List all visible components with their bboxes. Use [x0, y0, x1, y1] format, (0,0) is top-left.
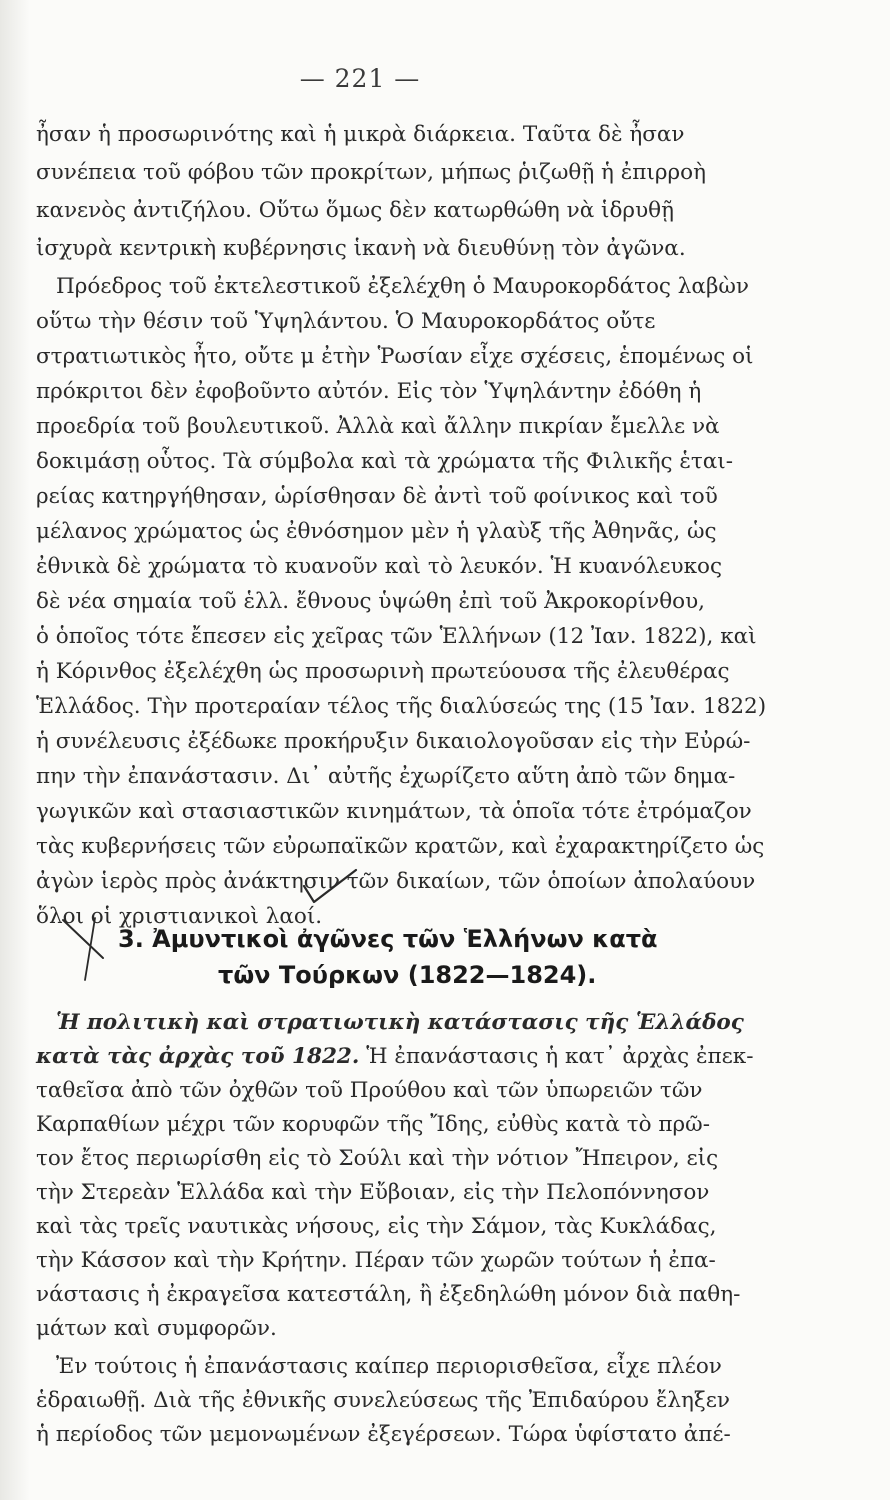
text-line: ἡ Κόρινθος ἐξελέχθη ὡς προσωρινὴ πρωτεύουσα τῆς ἐλευθέρας	[36, 659, 730, 684]
text-line: νάστασις ἡ ἐκραγεῖσα κατεστάλη, ἢ ἐξεδηλώθη μόνον διὰ παθη-	[36, 1282, 741, 1307]
text-line: οὕτω τὴν θέσιν τοῦ Ὑψηλάντου. Ὁ Μαυροκορδάτος οὔτε	[36, 309, 656, 334]
handwritten-checkmark-icon	[300, 868, 360, 908]
handwritten-cross-mark-icon	[55, 910, 115, 990]
text-line: ἐθνικὰ δὲ χρώματα τὸ κυανοῦν καὶ τὸ λευκόν. Ἡ κυανόλευκος	[36, 554, 723, 579]
text-line: ἰσχυρὰ κεντρικὴ κυβέρνησις ἱκανὴ νὰ διευθύνῃ τὸν ἀγῶνα.	[36, 236, 686, 261]
section-heading-line-2: τῶν Τούρκων (1822—1824).	[218, 961, 597, 989]
text-line: τὰς κυβερνήσεις τῶν εὐρωπαϊκῶν κρατῶν, καὶ ἐχαρακτηρίζετο ὡς	[36, 834, 765, 859]
text-line: Πρόεδρος τοῦ ἐκτελεστικοῦ ἐξελέχθη ὁ Μαυροκορδάτος λαβὼν	[56, 274, 749, 299]
text-span: Ἡ ἐπανάστασις ἡ κατ᾽ ἀρχὰς ἐπεκ-	[366, 1044, 754, 1069]
text-line: Ἐν τούτοις ἡ ἐπανάστασις καίπερ περιορισθεῖσα, εἶχε πλέον	[56, 1354, 722, 1379]
page-margin-shadow	[0, 0, 30, 1500]
text-line: ἡ συνέλευσις ἐξέδωκε προκήρυξιν δικαιολογοῦσαν εἰς τὴν Εὐρώ-	[36, 729, 751, 754]
text-line: πην τὴν ἐπανάστασιν. Δι᾽ αὐτῆς ἐχωρίζετο αὕτη ἀπὸ τῶν δημα-	[36, 764, 736, 789]
text-line: ρείας κατηργήθησαν, ὡρίσθησαν δὲ ἀντὶ τοῦ φοίνικος καὶ τοῦ	[36, 484, 718, 509]
text-line: δὲ νέα σημαία τοῦ ἑλλ. ἔθνους ὑψώθη ἐπὶ τοῦ Ἀκροκορίνθου,	[36, 589, 706, 614]
text-line: γωγικῶν καὶ στασιαστικῶν κινημάτων, τὰ ὁποῖα τότε ἐτρόμαζον	[36, 799, 752, 824]
text-line: τον ἔτος περιωρίσθη εἰς τὸ Σούλι καὶ τὴν νότιον Ἤπειρον, εἰς	[36, 1146, 719, 1171]
page-number: — 221 —	[299, 64, 421, 93]
text-line: ὁ ὁποῖος τότε ἔπεσεν εἰς χεῖρας τῶν Ἑλλήνων (12 Ἰαν. 1822), καὶ	[36, 624, 757, 649]
text-line: πρόκριτοι δὲν ἐφοβοῦντο αὐτόν. Εἰς τὸν Ὑψηλάντην ἐδόθη ἡ	[36, 379, 702, 404]
text-line: συνέπεια τοῦ φόβου τῶν προκρίτων, μήπως ῥιζωθῇ ἡ ἐπιρροὴ	[36, 160, 706, 185]
text-line: Ἑλλάδος. Τὴν προτεραίαν τέλος τῆς διαλύσεώς της (15 Ἰαν. 1822)	[36, 694, 767, 719]
text-line: τὴν Κάσσον καὶ τὴν Κρήτην. Πέραν τῶν χωρῶν τούτων ἡ ἐπα-	[36, 1248, 716, 1273]
text-line: ἀγὼν ἱερὸς πρὸς ἀνάκτησιν τῶν δικαίων, τῶν ὁποίων ἀπολαύουν	[36, 869, 756, 894]
text-line: ἑδραιωθῇ. Διὰ τῆς ἐθνικῆς συνελεύσεως τῆς Ἐπιδαύρου ἔληξεν	[36, 1388, 730, 1413]
text-line: μέλανος χρώματος ὡς ἐθνόσημον μὲν ἡ γλαὺξ τῆς Ἀθηνᾶς, ὡς	[36, 519, 717, 544]
subsection-lead-cont: κατὰ τὰς ἀρχὰς τοῦ 1822.	[36, 1044, 360, 1069]
text-line: στρατιωτικὸς ἦτο, οὔτε μ ἐτὴν Ῥωσίαν εἶχε σχέσεις, ἑπομένως οἱ	[36, 344, 754, 369]
text-line: τὴν Στερεὰν Ἑλλάδα καὶ τὴν Εὔβοιαν, εἰς τὴν Πελοπόννησον	[36, 1180, 710, 1205]
text-line: ὅλοι οἱ χριστιανικοὶ λαοί.	[36, 904, 323, 929]
text-line: κανενὸς ἀντιζήλου. Οὕτω ὅμως δὲν κατωρθώθη νὰ ἱδρυθῇ	[36, 198, 674, 223]
text-line: ταθεῖσα ἀπὸ τῶν ὀχθῶν τοῦ Προύθου καὶ τῶν ὑπωρειῶν τῶν	[36, 1078, 703, 1103]
text-line: προεδρία τοῦ βουλευτικοῦ. Ἀλλὰ καὶ ἄλλην πικρίαν ἔμελλε νὰ	[36, 414, 720, 439]
text-line: καὶ τὰς τρεῖς ναυτικὰς νήσους, εἰς τὴν Σάμον, τὰς Κυκλάδας,	[36, 1214, 717, 1239]
text-line: ἦσαν ἡ προσωρινότης καὶ ἡ μικρὰ διάρκεια. Ταῦτα δὲ ἦσαν	[36, 122, 685, 147]
section-heading-line-1: 3. Ἀμυντικοὶ ἀγῶνες τῶν Ἑλλήνων κατὰ	[118, 925, 658, 953]
subsection-lead: Ἡ πολιτικὴ καὶ στρατιωτικὴ κατάστασις τῆς Ἑλλάδος	[56, 1010, 744, 1035]
text-line: δοκιμάσῃ οὗτος. Τὰ σύμβολα καὶ τὰ χρώματα τῆς Φιλικῆς ἑται-	[36, 449, 733, 474]
text-line: Καρπαθίων μέχρι τῶν κορυφῶν τῆς Ἴδης, εὐθὺς κατὰ τὸ πρῶ-	[36, 1112, 710, 1137]
text-line: μάτων καὶ συμφορῶν.	[36, 1316, 277, 1341]
text-line: ἡ περίοδος τῶν μεμονωμένων ἐξεγέρσεων. Τώρα ὑφίστατο ἀπέ-	[36, 1422, 731, 1447]
